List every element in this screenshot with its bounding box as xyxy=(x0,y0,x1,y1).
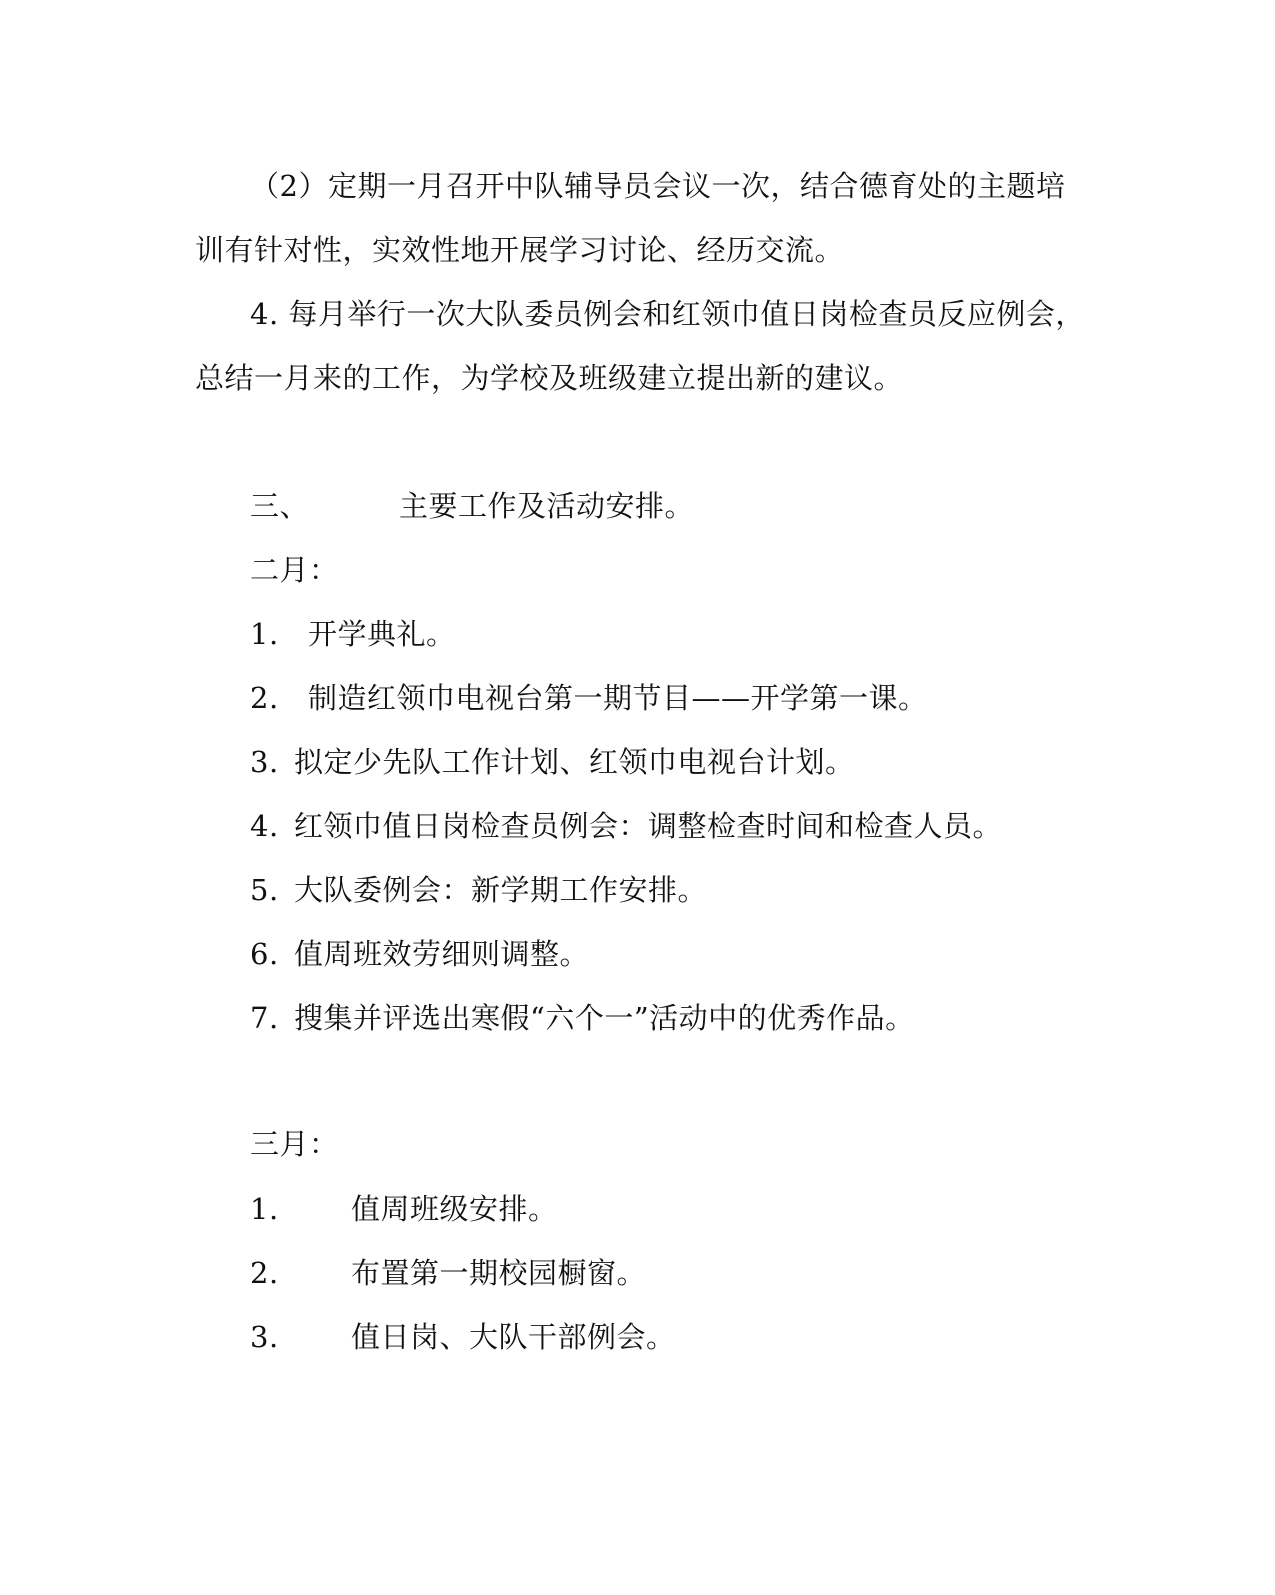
list-item xyxy=(250,1255,646,1291)
month-heading-mar: 三月： xyxy=(250,1127,339,1161)
item-text: 值周班级安排。 xyxy=(351,1192,558,1226)
item-text: 拟定少先队工作计划、红领巾电视台计划。 xyxy=(294,745,855,779)
list-item xyxy=(250,1191,558,1227)
item-text: 大队委例会：新学期工作安排。 xyxy=(294,873,708,907)
section-title: 主要工作及活动安排。 xyxy=(399,489,695,523)
item-number: 3. xyxy=(250,1320,279,1354)
list-item xyxy=(250,1000,915,1036)
item-number: 3. xyxy=(250,745,279,779)
item-text: 值周班效劳细则调整。 xyxy=(294,937,590,971)
paragraph-line: 4. 每月举行一次大队委员例会和红领巾值日岗检查员反应例会， xyxy=(250,297,1085,331)
item-text: 制造红领巾电视台第一期节目——开学第一课。 xyxy=(308,681,928,715)
list-item xyxy=(250,744,855,780)
item-number: 5. xyxy=(250,873,279,907)
item-number: 1. xyxy=(250,1192,279,1226)
item-text: 值日岗、大队干部例会。 xyxy=(351,1320,676,1354)
item-text: 红领巾值日岗检查员例会：调整检查时间和检查人员。 xyxy=(294,809,1003,843)
list-item xyxy=(250,808,1002,844)
item-text: 布置第一期校园橱窗。 xyxy=(351,1256,647,1290)
list-item xyxy=(250,872,707,908)
item-number: 6. xyxy=(250,937,279,971)
item-number: 2. xyxy=(250,1256,279,1290)
list-item xyxy=(250,680,928,716)
paragraph-line: 总结一月来的工作，为学校及班级建立提出新的建议。 xyxy=(195,361,904,395)
item-text: 开学典礼。 xyxy=(308,617,456,651)
paragraph-line: 训有针对性，实效性地开展学习讨论、经历交流。 xyxy=(195,233,845,267)
item-number: 2. xyxy=(250,681,279,715)
section-number: 三、 xyxy=(250,489,310,523)
list-item xyxy=(250,936,589,972)
list-item xyxy=(250,1319,676,1355)
item-number: 7. xyxy=(250,1001,279,1035)
month-heading-feb: 二月： xyxy=(250,553,339,587)
item-text: 搜集并评选出寒假“六个一”活动中的优秀作品。 xyxy=(294,1001,915,1035)
list-item xyxy=(250,616,456,652)
item-number: 4. xyxy=(250,809,279,843)
item-number: 1. xyxy=(250,617,279,651)
section-heading xyxy=(250,488,694,524)
paragraph-line: （2）定期一月召开中队辅导员会议一次，结合德育处的主题培 xyxy=(250,169,1066,203)
